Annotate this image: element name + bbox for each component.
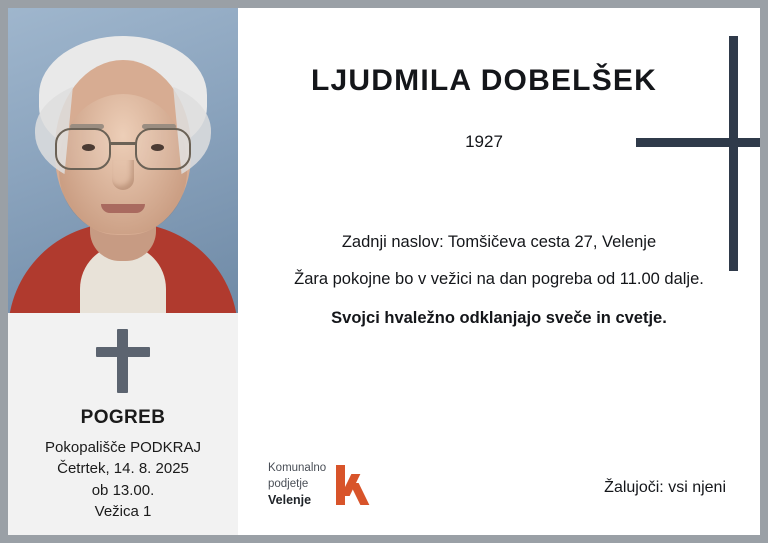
portrait-mouth bbox=[101, 204, 145, 213]
funeral-heading: POGREB bbox=[80, 407, 166, 428]
cross-icon-small bbox=[94, 329, 152, 393]
funeral-cemetery: Pokopališče PODKRAJ bbox=[45, 439, 201, 456]
deceased-year: 1927 bbox=[465, 132, 503, 151]
funeral-time: ob 13.00. bbox=[91, 481, 155, 499]
portrait-photo bbox=[8, 8, 238, 313]
glasses-bridge bbox=[109, 142, 137, 145]
company-logo bbox=[268, 461, 370, 509]
company-logo-text bbox=[268, 461, 326, 509]
obituary-body bbox=[272, 230, 726, 343]
cross-small-vertical bbox=[117, 329, 128, 393]
portrait-nose bbox=[112, 160, 134, 190]
cross-small-horizontal bbox=[96, 347, 150, 357]
urn-note-line: Žara pokojne bo v vežici na dan pogreba od 11.00 dalje. bbox=[294, 270, 704, 289]
flowers-note-line: Svojci hvaležno odklanjajo sveče in cvetje. bbox=[331, 309, 667, 328]
company-logo-mark-icon bbox=[336, 465, 370, 505]
funeral-date: Četrtek, 14. 8. 2025 bbox=[57, 460, 189, 478]
funeral-details bbox=[45, 437, 201, 522]
logo-mark-lower-arm bbox=[350, 483, 370, 505]
funeral-chapel: Vežica 1 bbox=[94, 502, 152, 520]
logo-mark-stem bbox=[336, 465, 345, 505]
last-address-line: Zadnji naslov: Tomšičeva cesta 27, Velenje bbox=[341, 233, 657, 251]
portrait-eye-right bbox=[151, 144, 164, 151]
obituary-card bbox=[8, 8, 760, 535]
mourners-line: Žalujoči: vsi njeni bbox=[604, 479, 726, 496]
portrait-eye-left bbox=[82, 144, 95, 151]
left-panel bbox=[8, 8, 238, 535]
company-name-line2: podjetje bbox=[268, 477, 309, 490]
company-name-line1: Komunalno bbox=[268, 462, 327, 475]
company-name-line3: Velenje bbox=[268, 493, 312, 508]
right-panel bbox=[238, 8, 760, 535]
deceased-name: LJUDMILA DOBELŠEK bbox=[311, 64, 657, 97]
